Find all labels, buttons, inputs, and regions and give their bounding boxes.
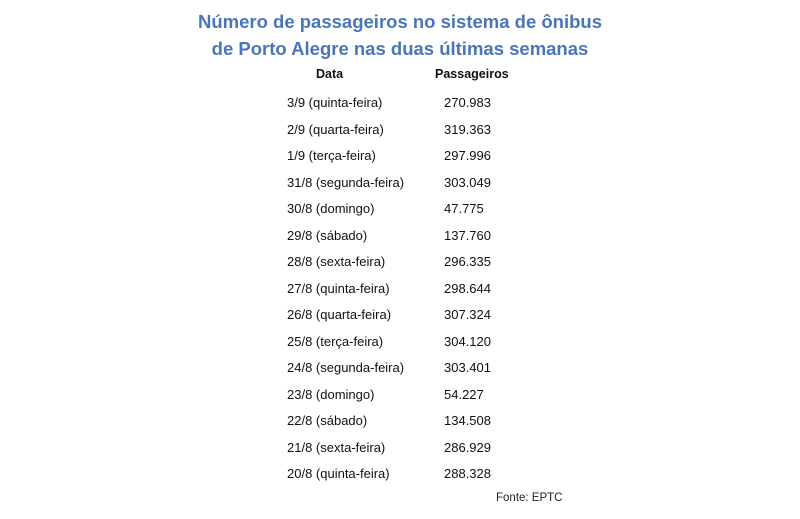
date-cell: 25/8 (terça-feira) bbox=[287, 334, 384, 349]
table-row bbox=[0, 466, 800, 486]
passengers-cell: 54.227 bbox=[444, 387, 484, 402]
date-cell: 21/8 (sexta-feira) bbox=[287, 440, 386, 455]
date-cell: 24/8 (segunda-feira) bbox=[287, 360, 405, 375]
table-row bbox=[0, 360, 800, 380]
date-cell: 30/8 (domingo) bbox=[287, 201, 375, 216]
table-row bbox=[0, 334, 800, 354]
date-cell: 29/8 (sábado) bbox=[287, 228, 368, 243]
passengers-cell: 134.508 bbox=[444, 413, 491, 428]
table-row bbox=[0, 387, 800, 407]
table-row bbox=[0, 307, 800, 327]
date-cell: 2/9 (quarta-feira) bbox=[287, 122, 384, 137]
date-cell: 20/8 (quinta-feira) bbox=[287, 466, 390, 481]
date-cell: 31/8 (segunda-feira) bbox=[287, 175, 405, 190]
date-cell: 26/8 (quarta-feira) bbox=[287, 307, 392, 322]
title-line-2: de Porto Alegre nas duas últimas semanas bbox=[211, 38, 589, 59]
date-cell: 3/9 (quinta-feira) bbox=[287, 95, 383, 110]
table-row bbox=[0, 228, 800, 248]
date-cell: 22/8 (sábado) bbox=[287, 413, 368, 428]
table-row bbox=[0, 201, 800, 221]
date-cell: 23/8 (domingo) bbox=[287, 387, 375, 402]
passengers-cell: 304.120 bbox=[444, 334, 491, 349]
passengers-cell: 319.363 bbox=[444, 122, 491, 137]
table-row bbox=[0, 413, 800, 433]
passengers-cell: 298.644 bbox=[444, 281, 491, 296]
passengers-cell: 288.328 bbox=[444, 466, 491, 481]
date-cell: 1/9 (terça-feira) bbox=[287, 148, 376, 163]
passengers-cell: 286.929 bbox=[444, 440, 491, 455]
table-row bbox=[0, 440, 800, 460]
table-row bbox=[0, 95, 800, 115]
passengers-cell: 307.324 bbox=[444, 307, 491, 322]
table-row bbox=[0, 122, 800, 142]
table-row bbox=[0, 281, 800, 301]
passengers-cell: 137.760 bbox=[444, 228, 491, 243]
title-line-1: Número de passageiros no sistema de ônibus bbox=[197, 11, 603, 32]
passengers-cell: 303.049 bbox=[444, 175, 491, 190]
table-row bbox=[0, 148, 800, 168]
page-title bbox=[0, 8, 800, 62]
column-header-date: Data bbox=[316, 67, 344, 81]
passengers-cell: 270.983 bbox=[444, 95, 491, 110]
table-row bbox=[0, 254, 800, 274]
date-cell: 28/8 (sexta-feira) bbox=[287, 254, 386, 269]
source-note: Fonte: EPTC bbox=[496, 492, 563, 504]
column-header-passengers: Passageiros bbox=[435, 67, 509, 81]
table-row bbox=[0, 175, 800, 195]
passengers-cell: 303.401 bbox=[444, 360, 491, 375]
passengers-cell: 296.335 bbox=[444, 254, 491, 269]
passengers-cell: 297.996 bbox=[444, 148, 491, 163]
passengers-cell: 47.775 bbox=[444, 201, 484, 216]
date-cell: 27/8 (quinta-feira) bbox=[287, 281, 390, 296]
